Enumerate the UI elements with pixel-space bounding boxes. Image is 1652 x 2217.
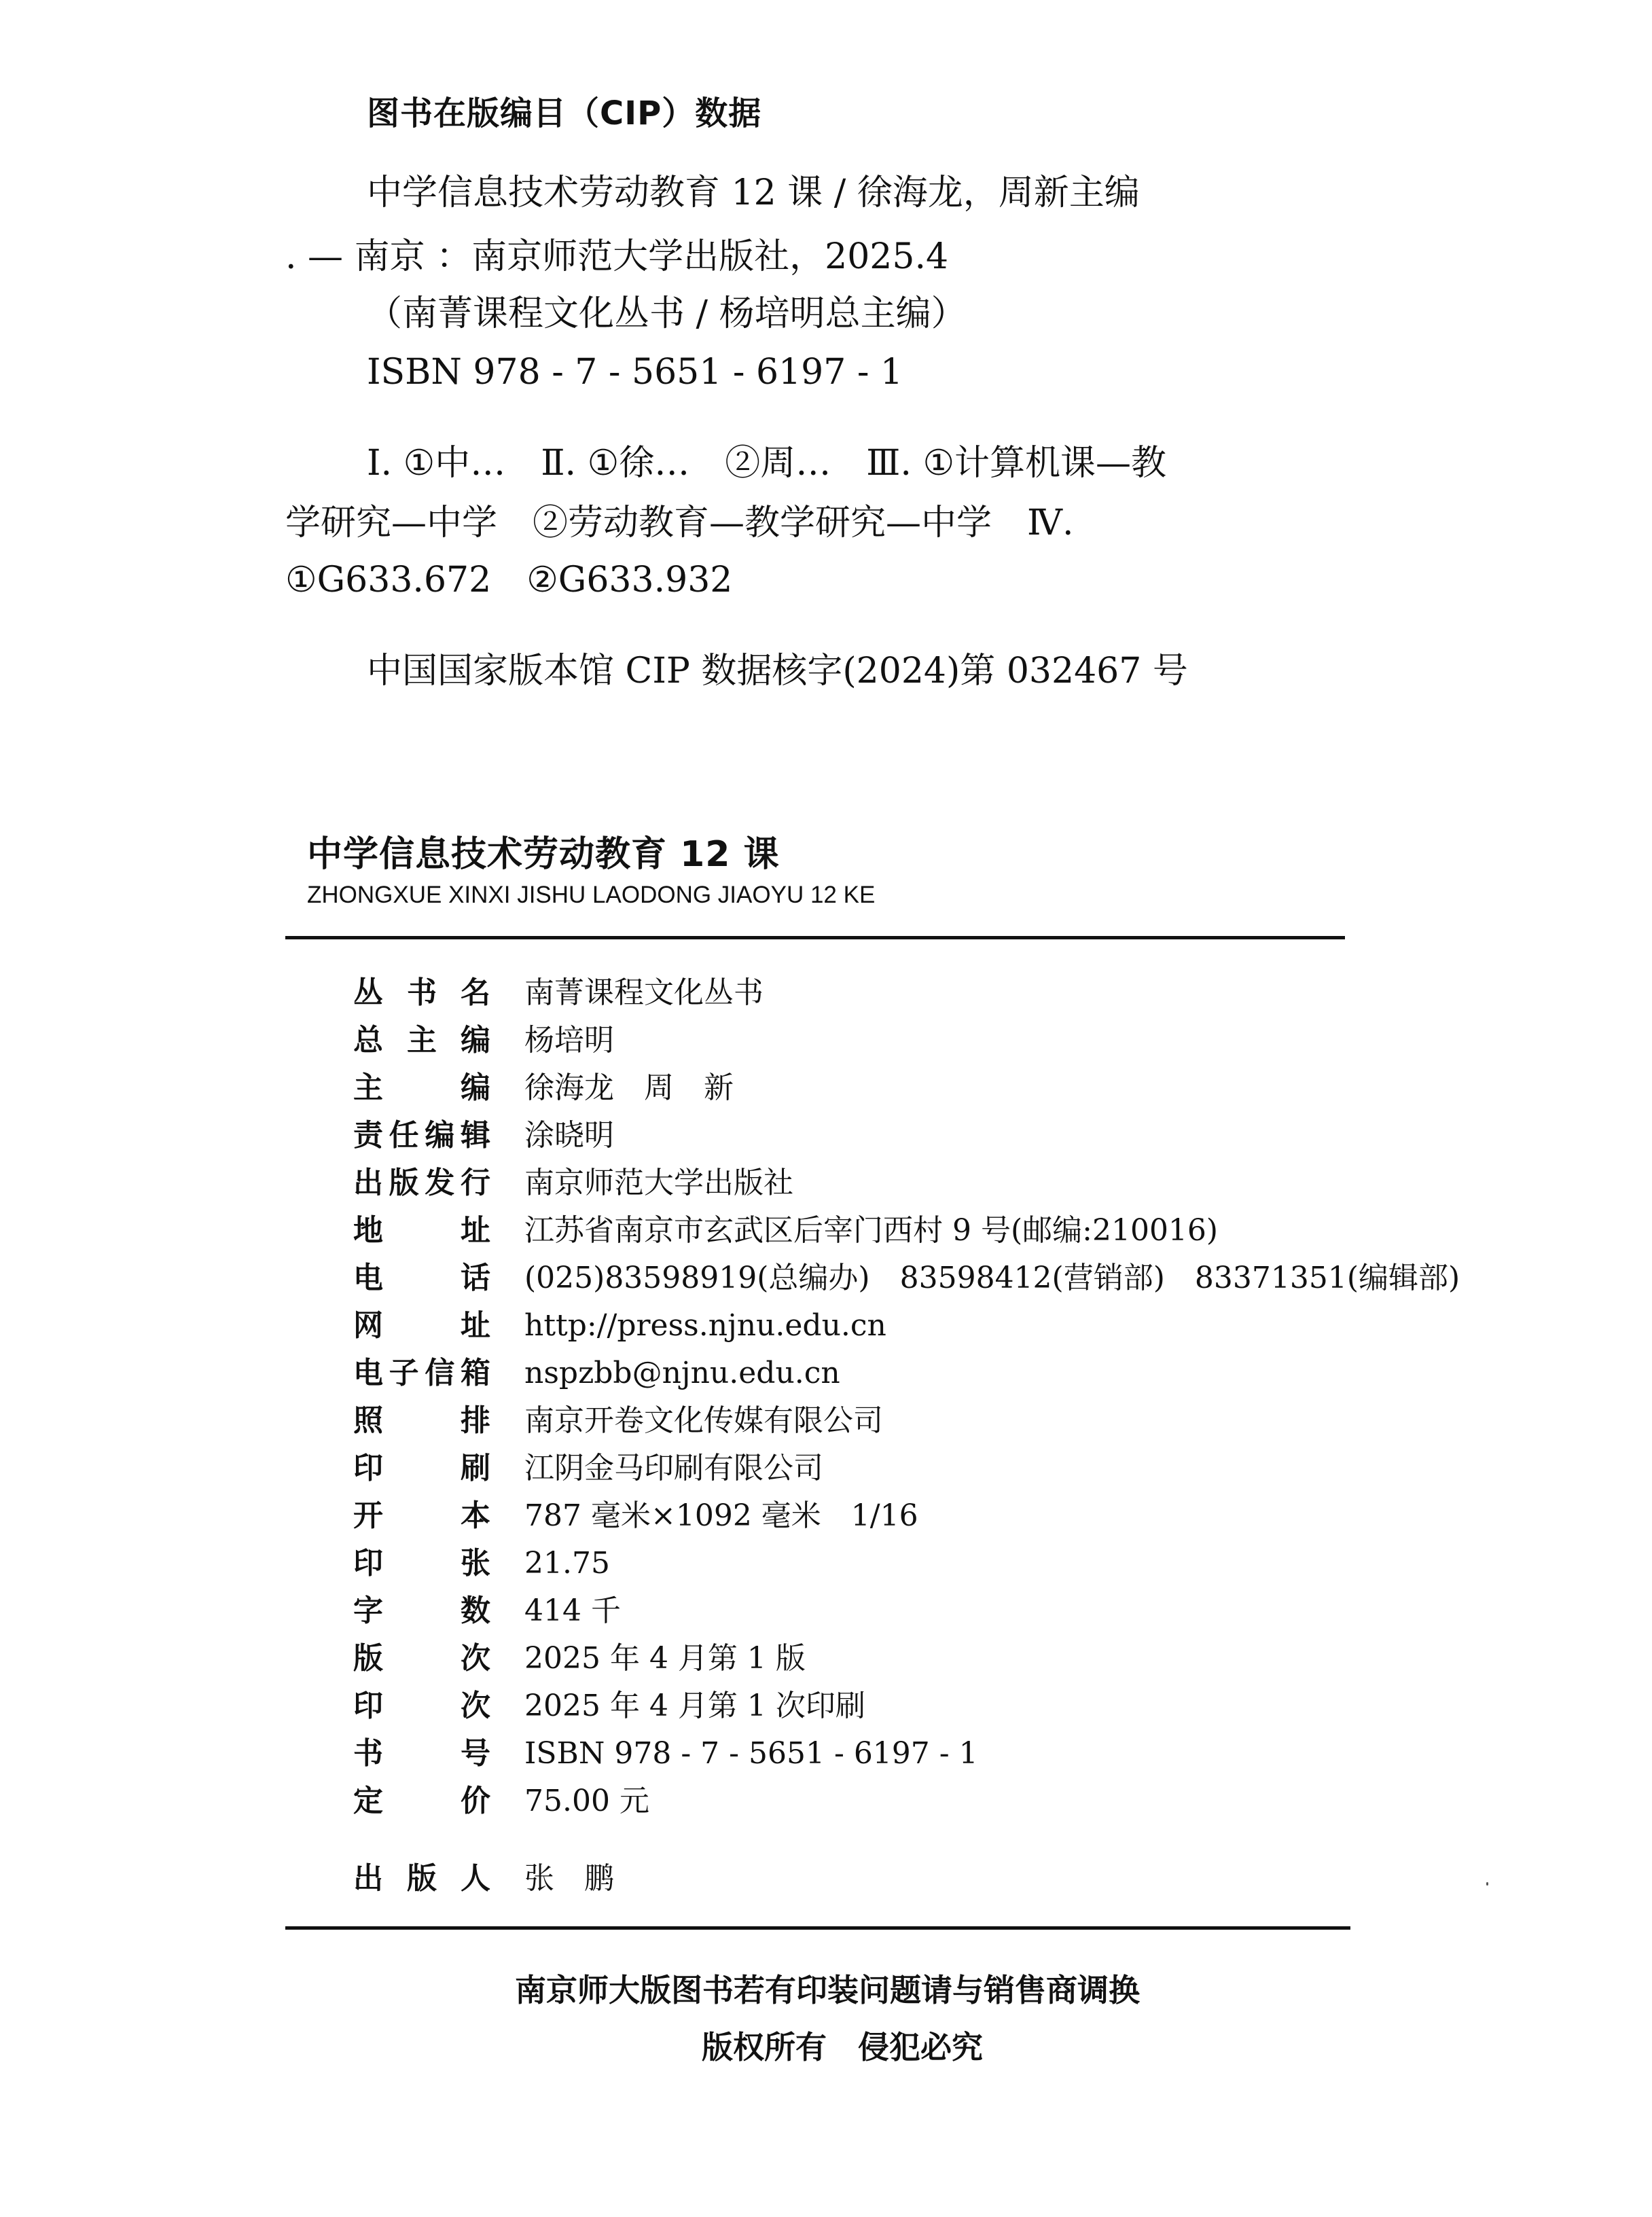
cip-verification-number: 中国国家版本馆 CIP 数据核字(2024)第 032467 号 <box>367 651 1188 691</box>
info-value: nspzbb@njnu.edu.cn <box>524 1356 840 1390</box>
info-label: 地址 <box>353 1213 490 1248</box>
info-value: 杨培明 <box>524 1023 614 1058</box>
copyright-notice: 版权所有 侵犯必究 <box>702 2029 983 2066</box>
cip-series-line: （南菁课程文化丛书 / 杨培明总主编） <box>367 293 967 334</box>
info-value: ISBN 978 - 7 - 5651 - 6197 - 1 <box>524 1736 978 1771</box>
info-label: 定价 <box>353 1784 490 1818</box>
info-label: 印刷 <box>353 1451 490 1485</box>
info-value: 徐海龙 周 新 <box>524 1070 734 1105</box>
cip-classification-line-2: 学研究—中学 ②劳动教育—教学研究—中学 Ⅳ. <box>285 503 1074 543</box>
info-label: 出版人 <box>353 1861 490 1896</box>
cip-isbn-line: ISBN 978 - 7 - 5651 - 6197 - 1 <box>367 352 903 393</box>
info-label: 电话 <box>353 1261 490 1295</box>
bottom-divider <box>285 1926 1350 1930</box>
info-label: 网址 <box>353 1308 490 1343</box>
info-label: 字数 <box>353 1593 490 1628</box>
cip-classification-line-1: Ⅰ. ①中… Ⅱ. ①徐… ②周… Ⅲ. ①计算机课—教 <box>367 443 1167 484</box>
scan-speck <box>1486 1882 1488 1886</box>
info-value: 21.75 <box>524 1546 610 1581</box>
info-label: 主编 <box>353 1070 490 1105</box>
info-value: 江苏省南京市玄武区后宰门西村 9 号(邮编:210016) <box>524 1213 1219 1248</box>
info-value: 2025 年 4 月第 1 版 <box>524 1641 806 1676</box>
top-divider <box>285 936 1345 939</box>
info-label: 总主编 <box>353 1023 490 1058</box>
cip-classification-line-3: ①G633.672 ②G633.932 <box>285 560 733 600</box>
info-label: 责任编辑 <box>353 1118 490 1153</box>
info-value: 张 鹏 <box>524 1861 614 1896</box>
print-quality-notice: 南京师大版图书若有印装问题请与销售商调换 <box>515 1972 1140 2008</box>
cip-heading: 图书在版编目（CIP）数据 <box>367 94 762 132</box>
info-value: http://press.njnu.edu.cn <box>524 1308 886 1343</box>
info-label: 印次 <box>353 1689 490 1723</box>
info-label: 版次 <box>353 1641 490 1676</box>
info-value: 涂晓明 <box>524 1118 614 1153</box>
book-title-pinyin: ZHONGXUE XINXI JISHU LAODONG JIAOYU 12 KE <box>307 882 876 908</box>
cip-title-line: 中学信息技术劳动教育 12 课 / 徐海龙，周新主编 <box>367 173 1140 213</box>
info-label: 印张 <box>353 1546 490 1581</box>
info-value: 787 毫米×1092 毫米 1/16 <box>524 1498 918 1533</box>
cip-publication-line: . — 南京 ：南京师范大学出版社，2025.4 <box>285 236 949 277</box>
info-value: 江阴金马印刷有限公司 <box>524 1451 823 1485</box>
info-label: 书号 <box>353 1736 490 1771</box>
info-value: 414 千 <box>524 1593 621 1628</box>
book-title: 中学信息技术劳动教育 12 课 <box>307 834 780 875</box>
info-value: 2025 年 4 月第 1 次印刷 <box>524 1689 865 1723</box>
info-value: (025)83598919(总编办) 83598412(营销部) 83371351(编辑部) <box>524 1261 1460 1295</box>
info-value: 75.00 元 <box>524 1784 649 1818</box>
info-value: 南菁课程文化丛书 <box>524 975 764 1010</box>
info-value: 南京师范大学出版社 <box>524 1166 793 1200</box>
info-value: 南京开卷文化传媒有限公司 <box>524 1403 883 1438</box>
info-label: 丛书名 <box>353 975 490 1010</box>
info-label: 出版发行 <box>353 1166 490 1200</box>
info-label: 开本 <box>353 1498 490 1533</box>
info-label: 电子信箱 <box>353 1356 490 1390</box>
info-label: 照排 <box>353 1403 490 1438</box>
